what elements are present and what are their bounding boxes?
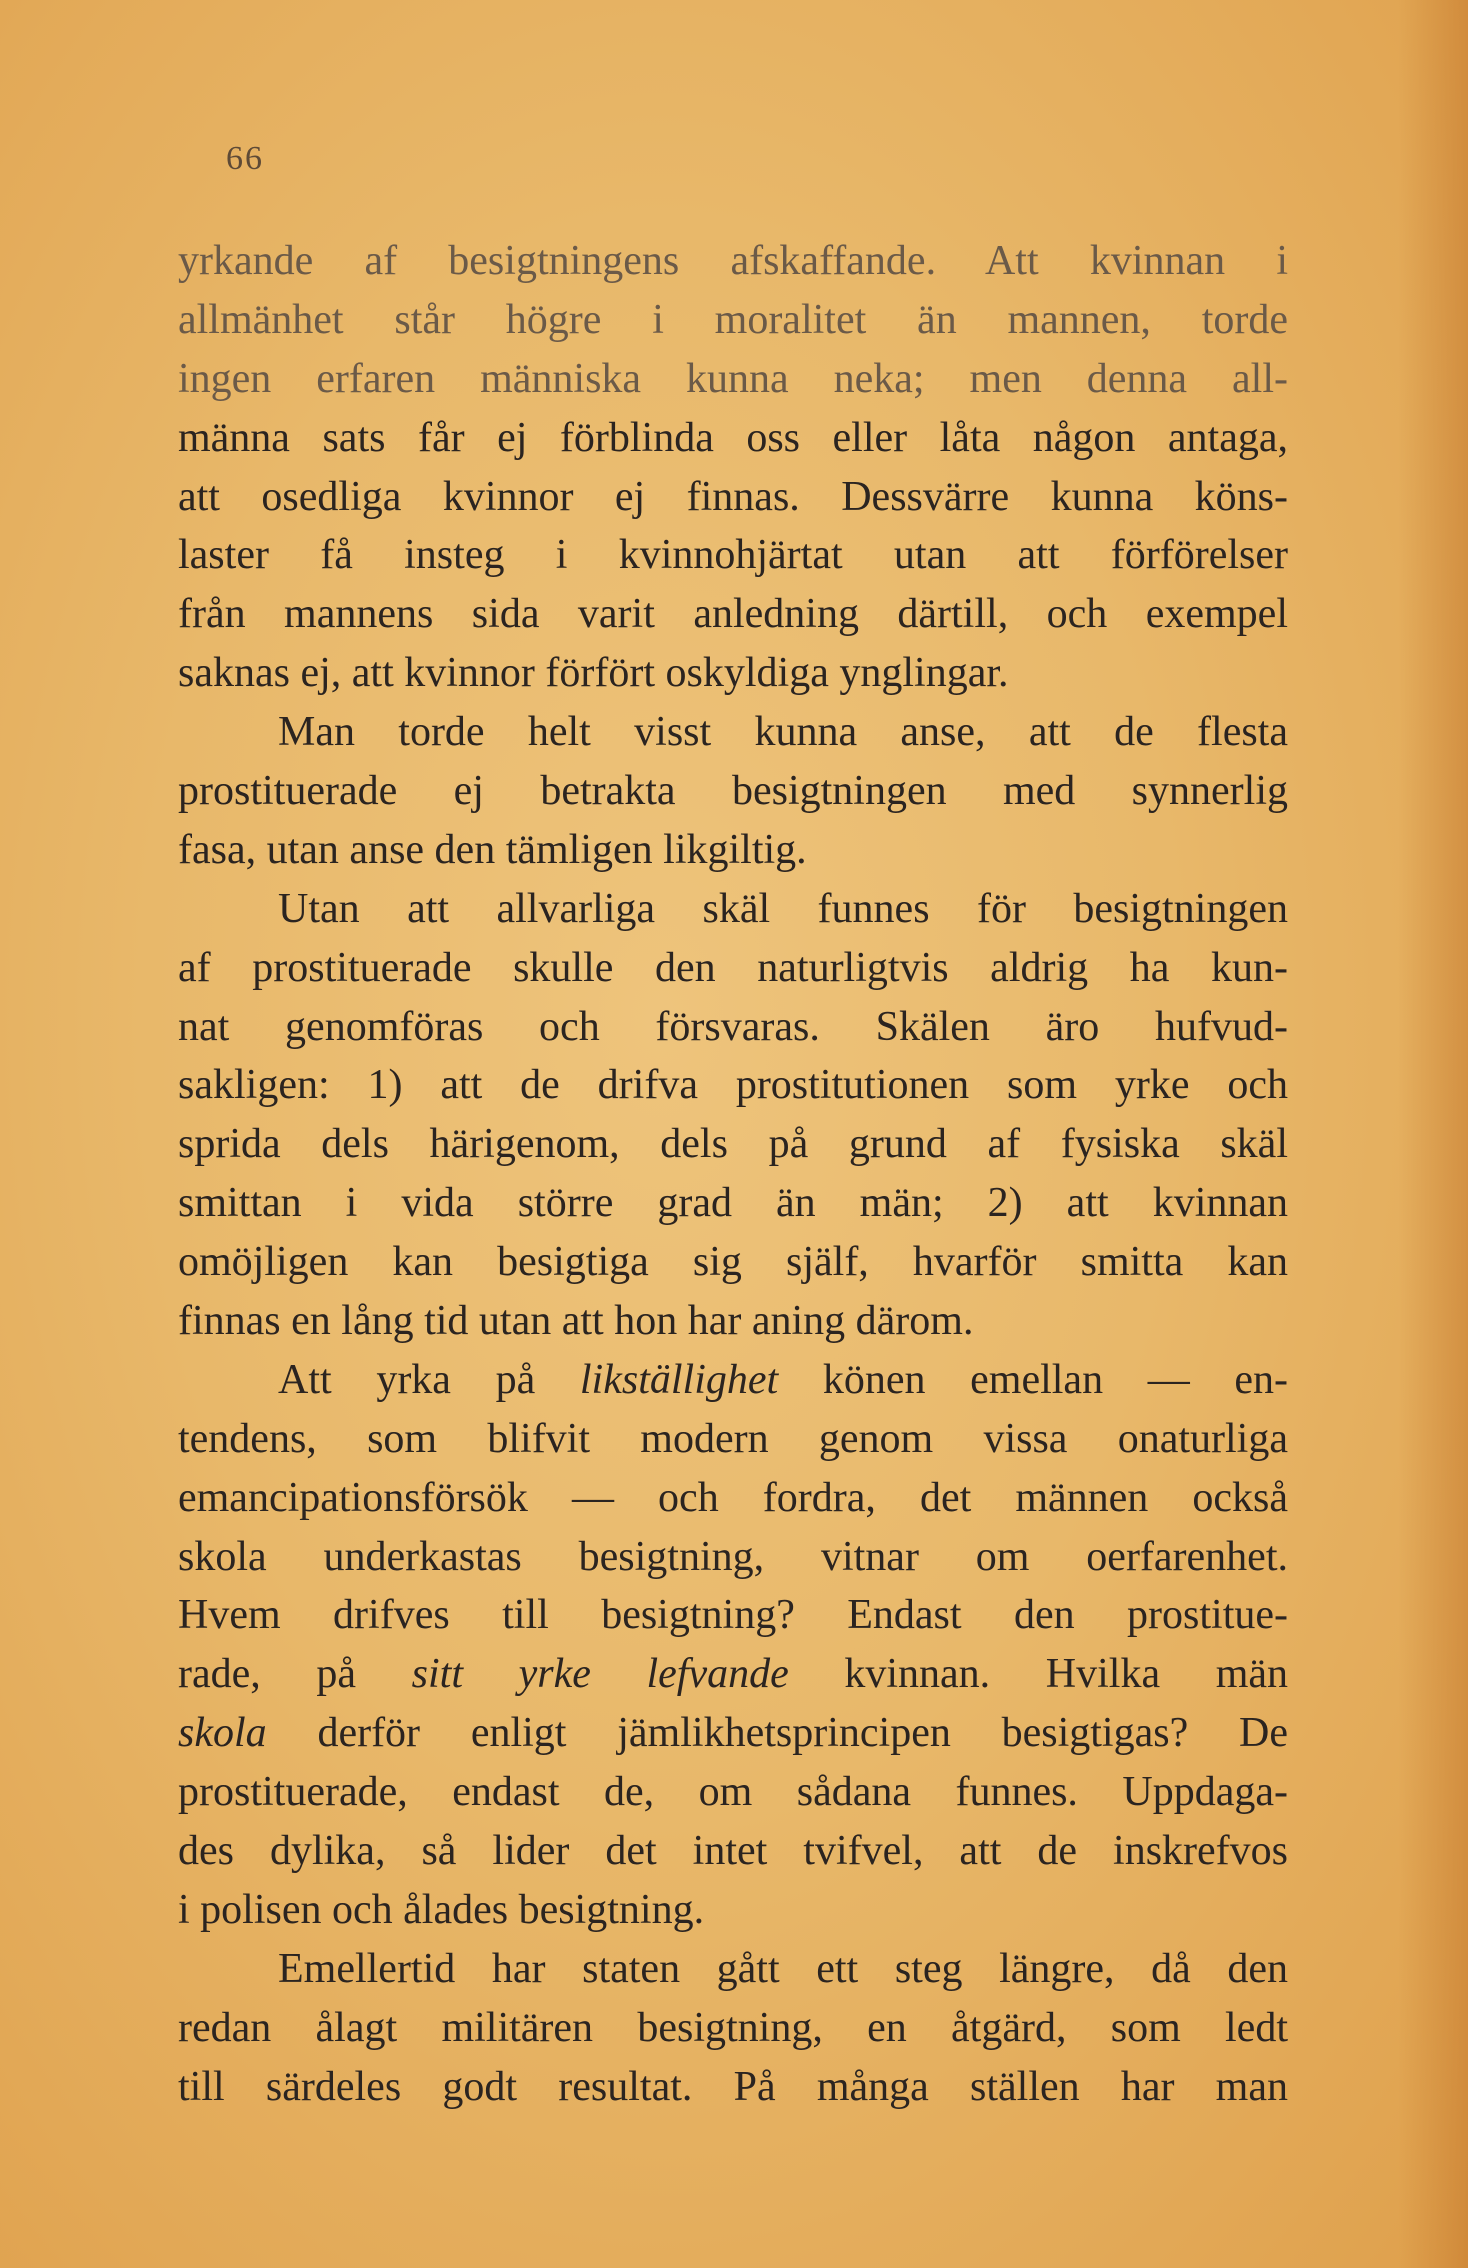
text-line: redan ålagt militären besigtning, en åtgärd, som ledt: [178, 2004, 1288, 2051]
text-line: nat genomföras och försvaras. Skälen äro hufvud-: [178, 1003, 1288, 1050]
text-line: des dylika, så lider det intet tvifvel, att de inskrefvos: [178, 1828, 1288, 1875]
text-line: fasa, utan anse den tämligen likgiltig.: [178, 826, 807, 873]
text-line: prostituerade, endast de, om sådana funnes. Uppdaga-: [178, 1769, 1288, 1816]
text-line: finnas en lång tid utan att hon har aning därom.: [178, 1298, 974, 1345]
text-line: skola underkastas besigtning, vitnar om oerfarenhet.: [178, 1533, 1288, 1580]
text-line: saknas ej, att kvinnor förfört oskyldiga ynglingar.: [178, 650, 1009, 697]
text-line: Utan att allvarliga skäl funnes för besigtningen: [278, 885, 1288, 932]
text-line: Man torde helt visst kunna anse, att de flesta: [278, 709, 1288, 756]
text-line: laster få insteg i kvinnohjärtat utan att förförelser: [178, 532, 1288, 579]
emphasis: sitt yrke lefvande: [411, 1651, 789, 1698]
text-line: af prostituerade skulle den naturligtvis aldrig ha kun-: [178, 944, 1288, 991]
text-line: att osedliga kvinnor ej finnas. Dessvärre kunna köns-: [178, 473, 1288, 520]
text-line: från mannens sida varit anledning därtill, och exempel: [178, 591, 1288, 638]
text-line: yrkande af besigtningens afskaffande. Att kvinnan i: [178, 238, 1288, 284]
text-line: omöjligen kan besigtiga sig själf, hvarför smitta kan: [178, 1239, 1288, 1286]
text-line: Hvem drifves till besigtning? Endast den prostitue-: [178, 1592, 1288, 1639]
body-text: [178, 232, 1288, 2117]
text-line: till särdeles godt resultat. På många ställen har man: [178, 2063, 1288, 2110]
text-line: sprida dels härigenom, dels på grund af fysiska skäl: [178, 1121, 1288, 1168]
text-line: i polisen och ålades besigtning.: [178, 1886, 705, 1933]
text-line: prostituerade ej betrakta besigtningen med synnerlig: [178, 768, 1288, 815]
page-number: 66: [226, 140, 264, 177]
text-line: männa sats får ej förblinda oss eller låta någon antaga,: [178, 414, 1288, 461]
text-line: rade, på sitt yrke lefvande kvinnan. Hvilka män: [178, 1651, 1289, 1698]
text-line: sakligen: 1) att de drifva prostitutionen som yrke och: [178, 1062, 1288, 1109]
text-line: emancipationsförsök — och fordra, det männen också: [178, 1474, 1288, 1521]
text-line: smittan i vida större grad än män; 2) att kvinnan: [178, 1180, 1288, 1227]
page-edge-shadow: [1398, 0, 1468, 2268]
text-line: Emellertid har staten gått ett steg längre, då den: [278, 1945, 1288, 1992]
text-line: Att yrka på likställighet könen emellan — en-: [278, 1356, 1288, 1403]
text-line: ingen erfaren människa kunna neka; men denna all-: [178, 355, 1288, 402]
text-line: tendens, som blifvit modern genom vissa onaturliga: [178, 1415, 1288, 1462]
emphasis: skola: [178, 1710, 267, 1757]
text-line: allmänhet står högre i moralitet än mannen, torde: [178, 296, 1288, 343]
emphasis: likställighet: [579, 1356, 779, 1403]
text-line: skola derför enligt jämlikhetsprincipen besigtigas? De: [178, 1710, 1288, 1757]
